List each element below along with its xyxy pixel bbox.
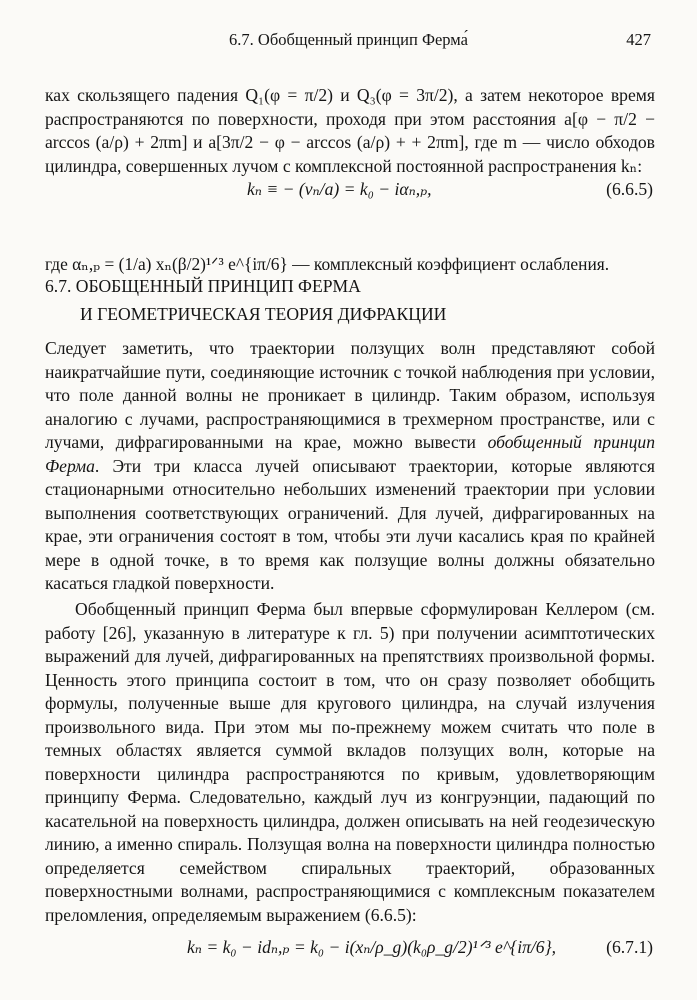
intro-tail: где αₙ,ₚ = (1/a) xₙ(β/2)¹ᐟ³ e^{iπ/6} — комплексный коэффициент ослабления. [45, 254, 610, 274]
equation-6-6-5 [45, 178, 655, 202]
paragraph-1-text-b: . Эти три класса лучей описывают траектории, которые являются стационарными относительно небольших изменений траектории при условии выполнения соответствующих ограничений. Для лучей, дифрагированных на крае, эти ограничения состоят в том, чтобы эти лучи касались края по крайней мере в одной точке, в то время как ползущие волны должны обязательно касаться гладкой поверхности. [45, 455, 655, 593]
paragraph-1-emphasis: обобщенный принцип Ферма [45, 432, 655, 476]
section-heading [45, 272, 655, 328]
intro-block [45, 84, 655, 202]
section-heading-line1: 6.7. ОБОБЩЕННЫЙ ПРИНЦИП ФЕРМА [45, 276, 361, 296]
equation-number: (6.6.5) [606, 179, 653, 199]
paragraph-1 [45, 337, 655, 596]
page-header [0, 30, 697, 54]
running-head: 6.7. Обобщенный принцип Ферма́ [229, 30, 468, 49]
paragraph-1-text-a: Следует заметить, что траектории ползущих волн представляют собой наикратчайшие пути, соединяющие источник с точкой наблюдения при условии, что поле данной волны не проникает в цилиндр. Таким образом, используя аналогию с лучами, распространяющимися в трехмерном пространстве, или с лучами, дифрагированными на крае, можно вывести [45, 338, 655, 452]
equation-number: (6.7.1) [606, 937, 653, 957]
paragraph-2: Обобщенный принцип Ферма был впервые сформулирован Келлером (см. работу [26], указанную в литературе к гл. 5) при получении асимптотических выражений для лучей, дифрагированных на препятствиях произвольной формы. Ценность этого принципа состоит в том, что он сразу позволяет обобщить формулы, полученные выше для кругового цилиндра, на случай излучения произвольного вида. При этом мы по-прежнему можем считать что поле в темных областях является суммой вкладов ползущих волн, которые на поверхности цилиндра распространяются по кривым, удовлетворяющим принципу Ферма. Следовательно, каждый луч из конгруэнции, падающий по касательной на поверхность цилиндра, должен описывать на ней геодезическую линию, а именно спираль. Ползущая волна на поверхности цилиндра полностью определяется семейством спиральных траекторий, образованных поверхностными волнами, распространяющимися с комплексным показателем преломления, определяемым выражением (6.6.5): [45, 599, 655, 925]
equation-formula: kₙ ≡ − (νₙ/a) = k₀ − iαₙ,ₚ, [247, 179, 432, 199]
equation-formula: kₙ = k₀ − idₙ,ₚ = k₀ − i(xₙ/ρ_g)(k₀ρ_g/2)¹ᐟ³ e^{iπ/6}, [187, 937, 557, 957]
page-number: 427 [626, 30, 651, 49]
equation-6-7-1 [45, 937, 655, 963]
intro-paragraph: ках скользящего падения Q₁(φ = π/2) и Q₃(φ = 3π/2), а затем некоторое время распространяются по поверхности, проходя при этом расстояния a[φ − π/2 − arccos (a/ρ) + 2πm] и a[3π/2 − φ − arccos (a/ρ) + + 2πm], где m — число обходов цилиндра, совершенных лучом с комплексной постоянной распространения kₙ: [45, 85, 655, 176]
section-heading-line2: И ГЕОМЕТРИЧЕСКАЯ ТЕОРИЯ ДИФРАКЦИИ [80, 304, 447, 324]
